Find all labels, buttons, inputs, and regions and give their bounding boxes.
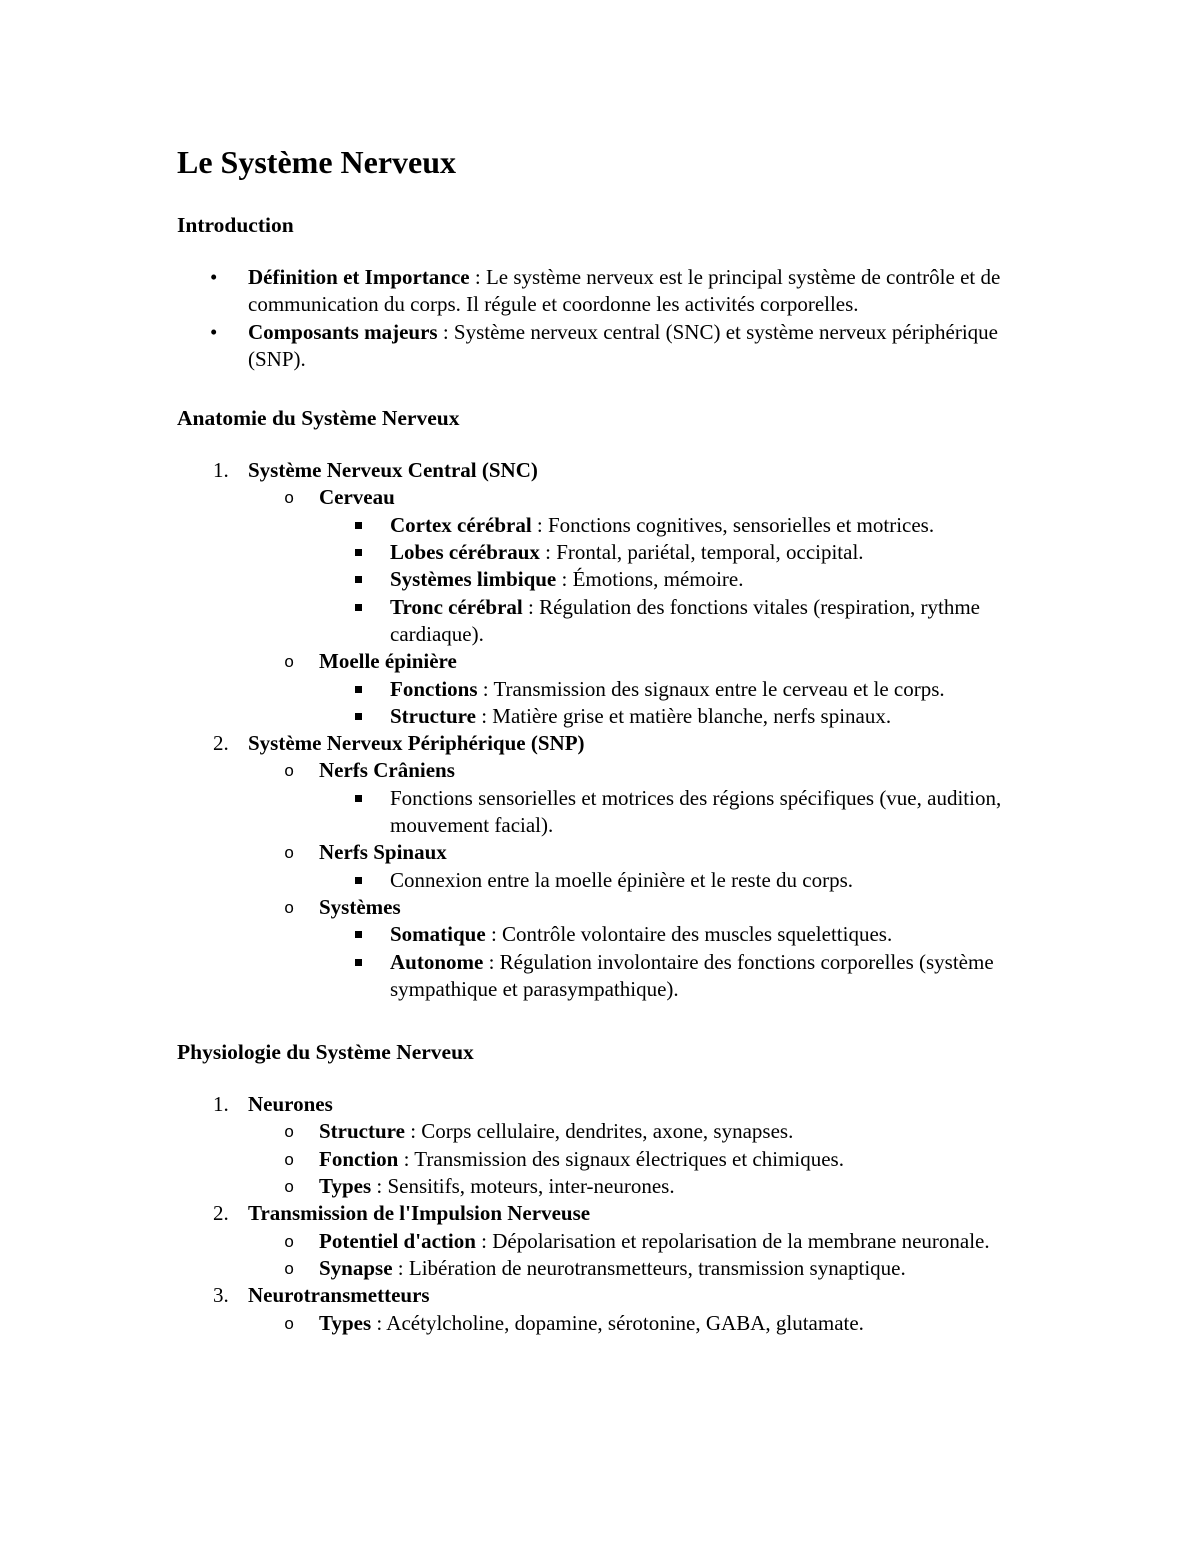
- item-text: : Régulation involontaire des fonctions corporelles (système sympathique et parasympathique).: [390, 949, 994, 1001]
- list-item: [177, 1282, 1037, 1337]
- section-heading-physiologie: Physiologie du Système Nerveux: [177, 1040, 474, 1065]
- sublist: [248, 484, 1037, 730]
- section-heading-introduction: Introduction: [177, 213, 294, 237]
- subitem-text: : Transmission des signaux électriques et chimiques.: [398, 1146, 844, 1171]
- item-text: : Frontal, pariétal, temporal, occipital.: [539, 540, 864, 565]
- subsublist: [319, 512, 1037, 648]
- sublist: [248, 1228, 1037, 1283]
- item-label: Neurotransmetteurs: [248, 1283, 430, 1308]
- sublist: [248, 757, 1037, 1003]
- subsublist-item: [319, 867, 1037, 894]
- item-label: Transmission de l'Impulsion Nerveuse: [248, 1201, 591, 1226]
- sublist-item: [248, 1146, 1037, 1173]
- item-text: : Transmission des signaux entre le cerveau et le corps.: [477, 676, 945, 701]
- subsublist-item: [319, 703, 1037, 730]
- subitem-label: Nerfs Crâniens: [319, 758, 455, 783]
- subitem-label: Systèmes: [319, 894, 401, 919]
- item-label: Systèmes limbique: [390, 567, 557, 592]
- item-text: : Contrôle volontaire des muscles squelettiques.: [485, 922, 893, 947]
- item-number: 1.: [213, 1092, 229, 1117]
- item-number: 2.: [213, 1201, 229, 1226]
- document-page: [177, 140, 1037, 1337]
- introduction-list: [177, 264, 1037, 373]
- list-item: [177, 730, 1037, 1003]
- item-text: : Fonctions cognitives, sensorielles et motrices.: [531, 512, 935, 537]
- subsublist-item: [319, 676, 1037, 703]
- subitem-text: : Libération de neurotransmetteurs, transmission synaptique.: [392, 1255, 906, 1280]
- subitem-label: Cerveau: [319, 485, 395, 510]
- item-label: Structure: [390, 703, 476, 728]
- subitem-label: Types: [319, 1310, 372, 1335]
- item-label: Somatique: [390, 922, 486, 947]
- subsublist-item: [319, 921, 1037, 948]
- sublist-item: [248, 1255, 1037, 1282]
- list-item: [177, 319, 1037, 374]
- item-label: Définition et Importance: [248, 265, 470, 289]
- sublist-item: [248, 484, 1037, 648]
- subsublist: [319, 867, 1037, 894]
- item-label: Composants majeurs: [248, 319, 438, 344]
- item-text: : Matière grise et matière blanche, nerfs spinaux.: [475, 703, 892, 728]
- subitem-label: Structure: [319, 1119, 405, 1144]
- item-label: Fonctions: [390, 676, 478, 701]
- subitem-text: : Corps cellulaire, dendrites, axone, synapses.: [404, 1119, 794, 1144]
- section-heading-anatomie: Anatomie du Système Nerveux: [177, 406, 460, 431]
- item-label: Système Nerveux Central (SNC): [248, 458, 538, 483]
- item-number: 2.: [213, 731, 229, 756]
- item-text: : Le système nerveux est le principal système de contrôle et de communication du corps. Il régule et coordonne les activités corporelles.: [248, 265, 1001, 317]
- item-text: Fonctions sensorielles et motrices des régions spécifiques (vue, audition, mouvement facial).: [390, 785, 1002, 838]
- list-item: [177, 457, 1037, 730]
- subsublist: [319, 921, 1037, 1003]
- item-label: Cortex cérébral: [390, 512, 532, 537]
- sublist-item: [248, 894, 1037, 1003]
- item-label: Autonome: [390, 949, 484, 974]
- item-text: : Régulation des fonctions vitales (respiration, rythme cardiaque).: [390, 594, 980, 646]
- sublist: [248, 1310, 1037, 1337]
- item-label: Système Nerveux Périphérique (SNP): [248, 731, 585, 756]
- anatomie-list: [177, 457, 1037, 1003]
- subitem-text: : Dépolarisation et repolarisation de la membrane neuronale.: [475, 1228, 990, 1253]
- item-label: Tronc cérébral: [390, 594, 523, 619]
- list-item: [177, 264, 1037, 319]
- sublist-item: [248, 1173, 1037, 1200]
- subsublist-item: [319, 594, 1037, 649]
- physiologie-list: [177, 1091, 1037, 1337]
- item-text: Connexion entre la moelle épinière et le reste du corps.: [390, 867, 853, 892]
- subitem-label: Fonction: [319, 1146, 399, 1171]
- item-text: : Système nerveux central (SNC) et système nerveux périphérique (SNP).: [248, 319, 999, 371]
- subitem-label: Types: [319, 1174, 372, 1199]
- subsublist-item: [319, 566, 1037, 593]
- list-item: [177, 1200, 1037, 1282]
- subsublist-item: [319, 785, 1037, 840]
- sublist-item: [248, 648, 1037, 730]
- subsublist: [319, 676, 1037, 731]
- sublist-item: [248, 757, 1037, 839]
- subitem-label: Moelle épinière: [319, 649, 457, 674]
- subitem-text: : Acétylcholine, dopamine, sérotonine, GABA, glutamate.: [371, 1310, 864, 1335]
- subitem-label: Nerfs Spinaux: [319, 840, 447, 865]
- subsublist: [319, 785, 1037, 840]
- document-title: Le Système Nerveux: [177, 144, 457, 180]
- item-text: : Émotions, mémoire.: [556, 567, 744, 592]
- item-number: 3.: [213, 1283, 229, 1308]
- subsublist-item: [319, 512, 1037, 539]
- sublist-item: [248, 1228, 1037, 1255]
- subsublist-item: [319, 539, 1037, 566]
- sublist-item: [248, 1310, 1037, 1337]
- sublist-item: [248, 1118, 1037, 1145]
- item-label: Neurones: [248, 1092, 333, 1117]
- subitem-text: : Sensitifs, moteurs, inter-neurones.: [371, 1174, 675, 1199]
- subsublist-item: [319, 949, 1037, 1004]
- subitem-label: Synapse: [319, 1255, 393, 1280]
- list-item: [177, 1091, 1037, 1200]
- item-label: Lobes cérébraux: [390, 540, 540, 565]
- sublist: [248, 1118, 1037, 1200]
- item-number: 1.: [213, 458, 229, 483]
- sublist-item: [248, 839, 1037, 894]
- subitem-label: Potentiel d'action: [319, 1228, 476, 1253]
